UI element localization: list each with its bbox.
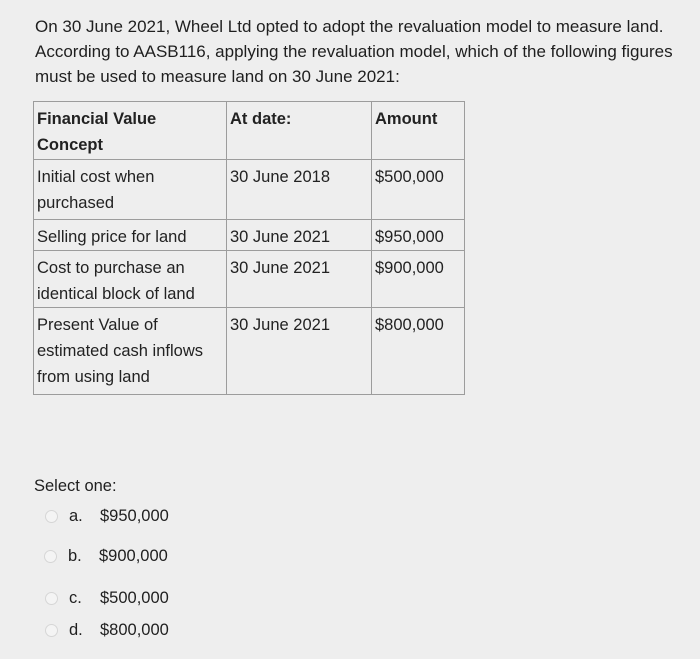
radio-button-icon[interactable]	[44, 550, 57, 563]
table-row	[34, 220, 465, 251]
cell-amount: $950,000	[372, 220, 465, 251]
cell-concept: Present Value of estimated cash inflows from using land	[34, 308, 227, 395]
header-concept: Financial Value Concept	[34, 102, 227, 160]
radio-button-icon[interactable]	[45, 510, 58, 523]
cell-date: 30 June 2018	[227, 160, 372, 220]
option-letter: b.	[68, 547, 82, 565]
header-amount: Amount	[372, 102, 465, 160]
option-b[interactable]	[44, 546, 168, 566]
question-text: On 30 June 2021, Wheel Ltd opted to adopt the revaluation model to measure land. According to AASB116, applying the revaluation model, which of the following figures must be used to measure land on 30 June 2021:	[35, 17, 673, 86]
cell-date: 30 June 2021	[227, 308, 372, 395]
cell-concept: Selling price for land	[34, 220, 227, 251]
option-value[interactable]: $950,000	[100, 507, 169, 525]
cell-amount: $900,000	[372, 251, 465, 308]
header-date: At date:	[227, 102, 372, 160]
table-row	[34, 160, 465, 220]
valuation-table	[33, 101, 465, 395]
option-a[interactable]	[44, 506, 169, 526]
option-value[interactable]: $800,000	[100, 621, 169, 639]
radio-button-icon[interactable]	[45, 592, 58, 605]
select-one-label: Select one:	[34, 477, 117, 495]
option-letter: c.	[69, 589, 82, 607]
option-value[interactable]: $500,000	[100, 589, 169, 607]
option-letter: a.	[69, 507, 83, 525]
cell-amount: $800,000	[372, 308, 465, 395]
option-c[interactable]	[44, 588, 169, 608]
radio-button-icon[interactable]	[45, 624, 58, 637]
option-value[interactable]: $900,000	[99, 547, 168, 565]
option-d[interactable]	[44, 620, 169, 640]
table-row	[34, 251, 465, 308]
cell-concept: Initial cost when purchased	[34, 160, 227, 220]
cell-date: 30 June 2021	[227, 220, 372, 251]
cell-concept: Cost to purchase an identical block of land	[34, 251, 227, 308]
option-letter: d.	[69, 621, 83, 639]
table-row	[34, 308, 465, 395]
cell-date: 30 June 2021	[227, 251, 372, 308]
table-header-row	[34, 102, 465, 160]
cell-amount: $500,000	[372, 160, 465, 220]
